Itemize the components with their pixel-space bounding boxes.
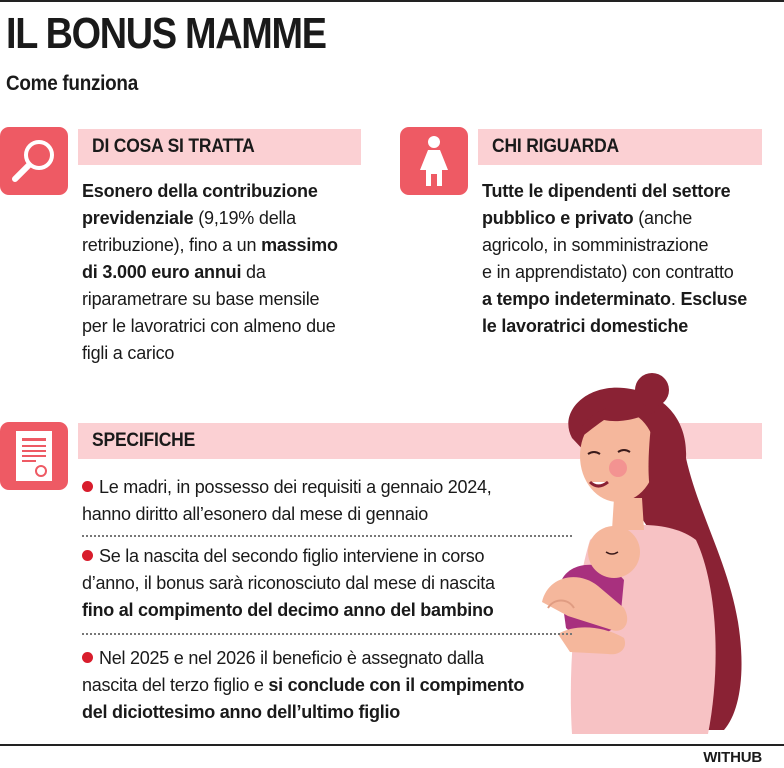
bottom-rule [0,744,784,746]
text-line: riparametrare su base mensile [82,289,320,309]
bullet-dot [82,550,93,561]
section-title-specifiche: SPECIFICHE [92,430,196,451]
bullet-item-1 [82,474,572,528]
section-header-di-cosa [78,129,361,165]
text-line: fino al compimento del decimo anno del bambino [82,600,494,620]
text-line: d’anno, il bonus sarà riconosciuto dal mese di nascita [82,573,495,593]
text-line: Le madri, in possesso dei requisiti a gennaio 2024, [82,474,572,501]
woman-icon [400,127,468,195]
section-title-chi-riguarda: CHI RIGUARDA [492,136,619,157]
text-line: previdenziale (9,19% della [82,208,296,228]
dotted-separator [82,535,572,537]
text-line: Se la nascita del secondo figlio interviene in corso [82,543,572,570]
text-line: Tutte le dipendenti del settore [482,181,731,201]
page-title: IL BONUS MAMME [6,9,326,58]
section-header-chi-riguarda [478,129,762,165]
brand-logo: WITHUB [703,749,762,766]
text-line: agricolo, in somministrazione [482,235,709,255]
bullet-item-3 [82,645,572,726]
bullet-dot [82,652,93,663]
text-line: pubblico e privato (anche [482,208,693,228]
text-line: figli a carico [82,343,175,363]
di-cosa-description [82,178,382,367]
dotted-separator [82,633,572,635]
text-line: Nel 2025 e nel 2026 il beneficio è assegnato dalla [82,645,572,672]
text-line: retribuzione), fino a un massimo [82,235,338,255]
page-subtitle: Come funziona [6,72,138,95]
chi-riguarda-description [482,178,772,340]
text-line: di 3.000 euro annui da [82,262,266,282]
text-line: a tempo indeterminato. Escluse [482,289,748,309]
document-icon [0,422,68,490]
text-line: per le lavoratrici con almeno due [82,316,336,336]
bullet-item-2 [82,543,572,624]
section-title-di-cosa: DI COSA SI TRATTA [92,136,255,157]
bullet-dot [82,481,93,492]
text-line: nascita del terzo figlio e si conclude con il compimento [82,675,525,695]
top-rule [0,0,784,2]
text-line: le lavoratrici domestiche [482,316,689,336]
text-line: e in apprendistato) con contratto [482,262,734,282]
text-line: hanno diritto all’esonero dal mese di gennaio [82,504,428,524]
magnifier-icon [0,127,68,195]
text-line: Esonero della contribuzione [82,181,318,201]
text-line: del diciottesimo anno dell’ultimo figlio [82,702,401,722]
